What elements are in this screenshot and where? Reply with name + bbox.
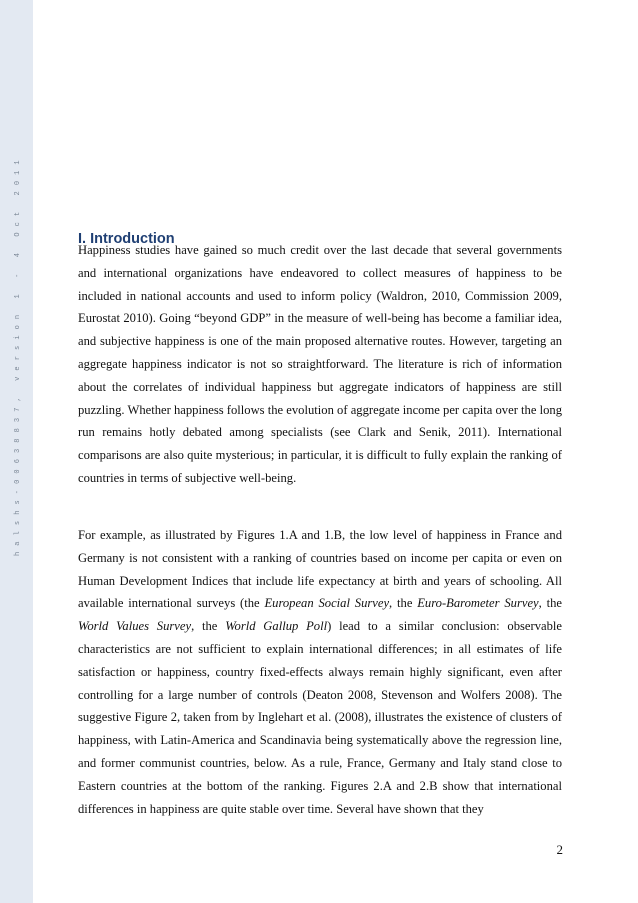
paragraph-1: Happiness studies have gained so much credit over the last decade that several governments and international organizations have endeavored to collect measures of happiness to be included in national accounts and used to inform policy (Waldron, 2010, Commission 2009, Eurostat 2010). Going “beyond GDP” in the measure of well-being has become a familiar idea, and subjective happiness is one of the main proposed alternative routes. However, targeting an aggregate happiness indicator is not so straightforward. The literature is rich of information about the correlates of individual happiness but aggregate indicators of happiness are still puzzling. Whether happiness follows the evolution of aggregate income per capita over the long run remains hotly debated among specialists (see Clark and Senik, 2011). International comparisons are also quite mysterious; in particular, it is difficult to fully explain the ranking of countries in terms of subjective well-being. xyxy=(78,243,562,485)
page-number: 2 xyxy=(556,842,563,857)
paragraph-2-sep1: , the xyxy=(389,596,418,611)
survey-name-wvs: World Values Survey xyxy=(78,619,192,634)
survey-name-ess: European Social Survey xyxy=(264,596,390,611)
paragraph-2-sep3: , the xyxy=(191,619,226,634)
paragraph-2-sep2: , the xyxy=(538,596,562,611)
survey-name-eurobarometer: Euro-Barometer Survey xyxy=(417,596,539,611)
hal-watermark: halshs-00638837, version 1 - 4 Oct 2011 xyxy=(14,154,22,556)
survey-name-gallup: World Gallup Poll xyxy=(225,619,328,634)
paragraph-2-part1: For example, as illustrated by Figures 1.A and 1.B, the low level of happiness in France and Germany is not consistent with a ranking of countries based on income per capita or even on Human Development Indices that include life expectancy at birth and years of schooling. All available international surveys (the xyxy=(78,528,562,611)
paragraph-2 xyxy=(78,524,562,820)
section-heading: I. Introduction xyxy=(78,231,175,247)
paragraph-2-part2: ) lead to a similar conclusion: observable characteristics are not sufficient to explain international differences; in all estimates of life satisfaction or happiness, country fixed-effects always remain highly significant, even after controlling for a large number of controls (Deaton 2008, Stevenson and Wolfers 2008). The suggestive Figure 2, taken from by Inglehart et al. (2008), illustrates the existence of clusters of happiness, with Latin-America and Scandinavia being systematically above the regression line, and former communist countries, below. As a rule, France, Germany and Italy stand close to Eastern countries at the bottom of the ranking. Figures 2.A and 2.B show that international differences in happiness are quite stable over time. Several have shown that they xyxy=(78,619,562,816)
